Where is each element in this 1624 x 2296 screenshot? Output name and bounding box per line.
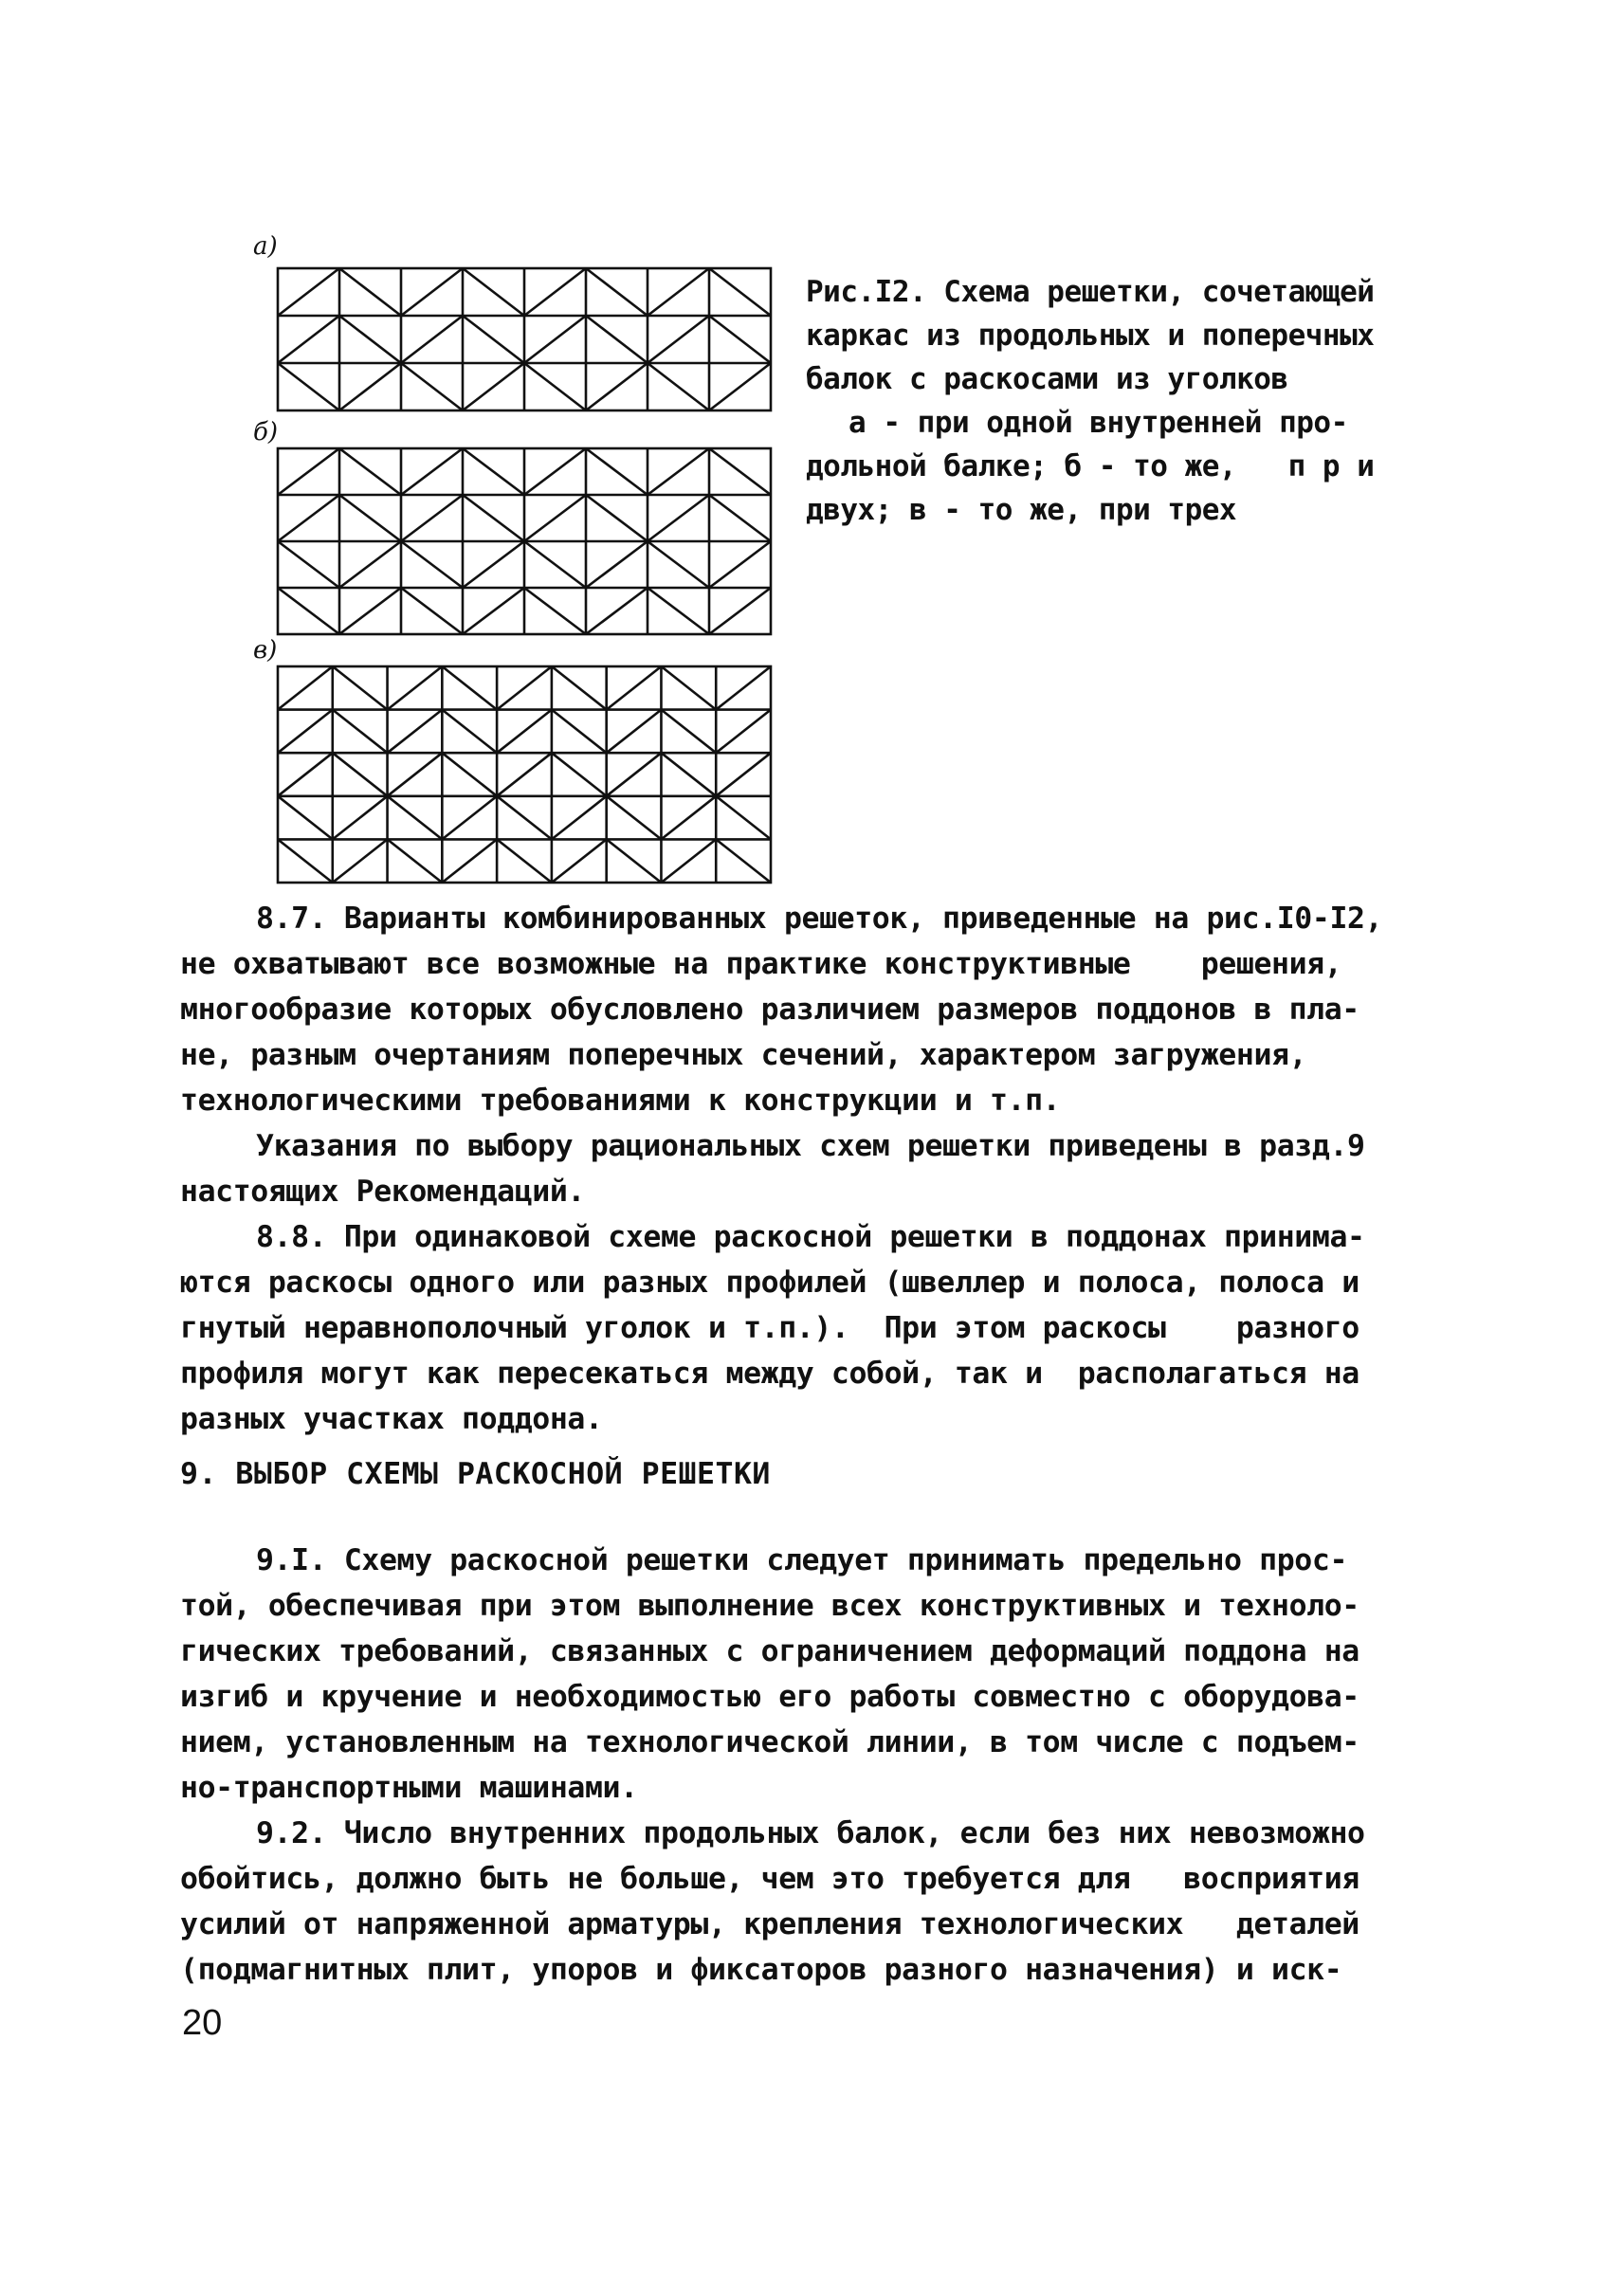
section-8-text [180, 896, 1441, 1442]
section-9-text [180, 1538, 1441, 1993]
lattice-brace [709, 588, 771, 634]
lattice-brace [278, 268, 339, 316]
caption-line: каркас из продольных и поперечных [806, 319, 1375, 353]
lattice-brace [442, 753, 497, 796]
lattice-brace [463, 588, 524, 634]
caption-line: двух; в - то же, при трех [806, 493, 1237, 527]
lattice-brace [586, 268, 648, 316]
text-line: технологическими требованиями к конструкции и т.п. [180, 1084, 1061, 1118]
lattice-brace [463, 363, 524, 410]
lattice-brace [278, 753, 333, 796]
text-line: усилий от напряженной арматуры, крепления технологических деталей [180, 1907, 1359, 1941]
lattice-brace [463, 448, 524, 495]
lattice-brace [716, 753, 771, 796]
lattice-brace [552, 796, 607, 840]
text-line: той, обеспечивая при этом выполнение всех конструктивных и техноло- [180, 1589, 1359, 1623]
lattice-diagram-c [278, 666, 771, 883]
lattice-brace [339, 316, 401, 363]
lattice-brace [586, 495, 648, 541]
caption-line: а - при одной внутренней про- [848, 406, 1348, 440]
lattice-brace [497, 753, 552, 796]
lattice-brace [339, 448, 401, 495]
lattice-panel-a [278, 268, 771, 410]
lattice-brace [607, 753, 662, 796]
lattice-brace [442, 666, 497, 710]
lattice-brace [648, 495, 709, 541]
text-line: 8.7. Варианты комбинированных решеток, приведенные на рис.I0-I2, [256, 902, 1383, 936]
caption-line: балок с раскосами из уголков [806, 362, 1288, 396]
text-line: гнутый неравнополочный уголок и т.п.). При этом раскосы разного [180, 1311, 1359, 1345]
lattice-brace [586, 448, 648, 495]
lattice-brace [339, 495, 401, 541]
lattice-brace [401, 588, 463, 634]
lattice-brace [497, 796, 552, 840]
lattice-brace [333, 839, 388, 883]
lattice-brace [463, 495, 524, 541]
page-number: 20 [182, 2003, 223, 2043]
lattice-brace [709, 495, 771, 541]
lattice-panel-c [278, 666, 771, 883]
lattice-brace [278, 839, 333, 883]
lattice-brace [648, 363, 709, 410]
text-line: (подмагнитных плит, упоров и фиксаторов разного назначения) и иск- [180, 1953, 1342, 1987]
lattice-brace [401, 541, 463, 588]
lattice-brace [497, 666, 552, 710]
lattice-brace [401, 448, 463, 495]
lattice-brace [401, 316, 463, 363]
caption-line: дольной балке; б - то же, п р и [806, 449, 1375, 483]
lattice-brace [442, 839, 497, 883]
text-line: обойтись, должно быть не больше, чем это требуется для восприятия [180, 1862, 1359, 1896]
caption-line: Рис.I2. Схема решетки, сочетающей [806, 275, 1375, 309]
lattice-brace [586, 541, 648, 588]
lattice-brace [648, 448, 709, 495]
section-9-heading: 9. ВЫБОР СХЕМЫ РАСКОСНОЙ РЕШЕТКИ [180, 1457, 771, 1491]
lattice-brace [442, 710, 497, 754]
lattice-panel-b [278, 448, 771, 634]
lattice-brace [661, 710, 716, 754]
lattice-brace [463, 268, 524, 316]
lattice-brace [333, 710, 388, 754]
lattice-diagram-a [278, 268, 771, 410]
lattice-brace [388, 796, 443, 840]
lattice-brace [607, 839, 662, 883]
lattice-brace [607, 710, 662, 754]
text-line: Указания по выбору рациональных схем решетки приведены в разд.9 [256, 1129, 1365, 1163]
text-line: 9.2. Число внутренних продольных балок, если без них невозможно [256, 1816, 1365, 1850]
lattice-brace [709, 541, 771, 588]
lattice-brace [333, 666, 388, 710]
lattice-brace [278, 588, 339, 634]
lattice-brace [388, 839, 443, 883]
lattice-brace [333, 753, 388, 796]
lattice-brace [709, 448, 771, 495]
lattice-brace [716, 796, 771, 840]
lattice-brace [278, 710, 333, 754]
lattice-brace [661, 666, 716, 710]
lattice-brace [401, 268, 463, 316]
text-line: нием, установленным на технологической линии, в том числе с подъем- [180, 1725, 1359, 1759]
panel-label-b: б) [253, 418, 279, 446]
lattice-brace [607, 666, 662, 710]
panel-label-a: а) [253, 232, 278, 261]
lattice-brace [661, 796, 716, 840]
lattice-brace [497, 710, 552, 754]
lattice-brace [607, 796, 662, 840]
lattice-brace [586, 316, 648, 363]
text-line: не, разным очертаниям поперечных сечений, характером загружения, [180, 1038, 1307, 1072]
lattice-brace [524, 448, 586, 495]
lattice-brace [524, 495, 586, 541]
paragraph-9-1 [180, 1538, 1441, 1811]
text-line: многообразие которых обусловлено различием размеров поддонов в пла- [180, 993, 1359, 1027]
text-line: профиля могут как пересекаться между собой, так и располагаться на [180, 1357, 1359, 1391]
lattice-brace [524, 363, 586, 410]
lattice-brace [709, 316, 771, 363]
lattice-brace [709, 268, 771, 316]
lattice-brace [586, 588, 648, 634]
lattice-brace [278, 541, 339, 588]
lattice-brace [552, 839, 607, 883]
paragraph-8-7-references [180, 1123, 1441, 1214]
lattice-brace [278, 448, 339, 495]
lattice-brace [648, 541, 709, 588]
lattice-brace [648, 316, 709, 363]
text-line: гических требований, связанных с ограничением деформаций поддона на [180, 1634, 1359, 1668]
lattice-brace [278, 796, 333, 840]
lattice-brace [709, 363, 771, 410]
lattice-brace [661, 753, 716, 796]
lattice-brace [388, 710, 443, 754]
lattice-brace [278, 495, 339, 541]
lattice-brace [463, 541, 524, 588]
lattice-brace [552, 710, 607, 754]
text-line: не охватывают все возможные на практике конструктивные решения, [180, 947, 1342, 981]
lattice-brace [648, 268, 709, 316]
lattice-brace [716, 710, 771, 754]
lattice-brace [401, 363, 463, 410]
lattice-brace [463, 316, 524, 363]
paragraph-9-2 [180, 1811, 1441, 1993]
lattice-diagram-b [278, 448, 771, 634]
text-line: ются раскосы одного или разных профилей (швеллер и полоса, полоса и [180, 1266, 1359, 1300]
text-line: 8.8. При одинаковой схеме раскосной решетки в поддонах принима- [256, 1220, 1365, 1254]
lattice-brace [648, 588, 709, 634]
lattice-brace [339, 363, 401, 410]
lattice-brace [333, 796, 388, 840]
lattice-brace [524, 541, 586, 588]
lattice-brace [497, 839, 552, 883]
lattice-brace [524, 588, 586, 634]
text-line: изгиб и кручение и необходимостью его работы совместно с оборудова- [180, 1680, 1359, 1714]
lattice-brace [524, 268, 586, 316]
lattice-brace [661, 839, 716, 883]
paragraph-8-7 [180, 896, 1441, 1123]
lattice-brace [716, 666, 771, 710]
lattice-brace [401, 495, 463, 541]
text-line: 9.I. Схему раскосной решетки следует принимать предельно прос- [256, 1543, 1348, 1577]
lattice-brace [388, 753, 443, 796]
text-line: настоящих Рекомендаций. [180, 1175, 585, 1209]
lattice-brace [586, 363, 648, 410]
panel-label-c: в) [253, 636, 278, 665]
lattice-brace [524, 316, 586, 363]
paragraph-8-8 [180, 1214, 1441, 1442]
lattice-brace [339, 268, 401, 316]
lattice-brace [278, 316, 339, 363]
text-line: но-транспортными машинами. [180, 1771, 638, 1805]
lattice-brace [278, 363, 339, 410]
figure-caption [806, 270, 1432, 532]
lattice-brace [339, 588, 401, 634]
figure-12 [242, 232, 1493, 896]
lattice-brace [716, 839, 771, 883]
lattice-brace [552, 666, 607, 710]
lattice-brace [552, 753, 607, 796]
lattice-brace [339, 541, 401, 588]
lattice-brace [442, 796, 497, 840]
lattice-brace [278, 666, 333, 710]
text-line: разных участках поддона. [180, 1402, 603, 1436]
lattice-brace [388, 666, 443, 710]
